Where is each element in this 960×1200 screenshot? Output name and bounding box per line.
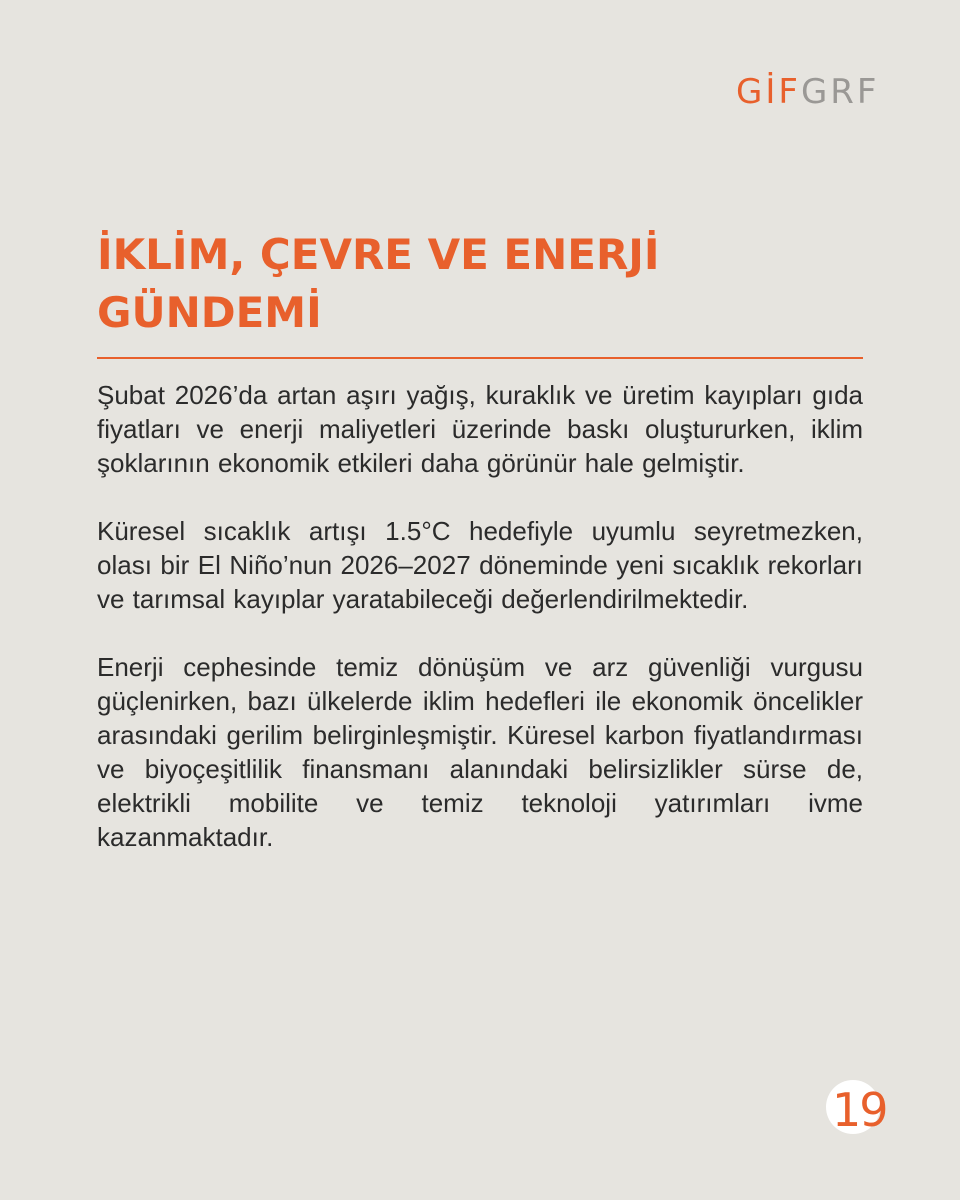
paragraph-2: Küresel sıcaklık artışı 1.5°C hedefiyle uyumlu seyretmezken, olası bir El Niño’nun 2026–2027 döneminde yeni sıcaklık rekorları ve tarımsal kayıplar yaratabileceği değerlendirilmektedir. <box>97 516 863 614</box>
logo-part-grf: GRF <box>800 72 880 112</box>
brand-logo <box>736 70 879 114</box>
page-number-badge <box>826 1080 887 1137</box>
title-divider <box>97 357 863 359</box>
logo-part-gif: GİF <box>736 72 801 112</box>
paragraph-3: Enerji cephesinde temiz dönüşüm ve arz güvenliği vurgusu güçlenirken, bazı ülkelerde iklim hedefleri ile ekonomik öncelikler arasındaki gerilim belirginleşmiştir. Küresel karbon fiyatlandırması ve biyoçeşitlilik finansmanı alanındaki belirsizlikler sürse de, elektrikli mobilite ve temiz teknoloji yatırımları ivme kazanmaktadır. <box>97 652 863 852</box>
page-number: 19 <box>832 1083 887 1137</box>
paragraph-1: Şubat 2026’da artan aşırı yağış, kuraklık ve üretim kayıpları gıda fiyatları ve enerji maliyetleri üzerinde baskı oluştururken, iklim şoklarının ekonomik etkileri daha görünür hale gelmiştir. <box>97 380 863 478</box>
body-text <box>97 378 863 888</box>
page-title: İKLİM, ÇEVRE VE ENERJİ GÜNDEMİ <box>97 230 660 337</box>
